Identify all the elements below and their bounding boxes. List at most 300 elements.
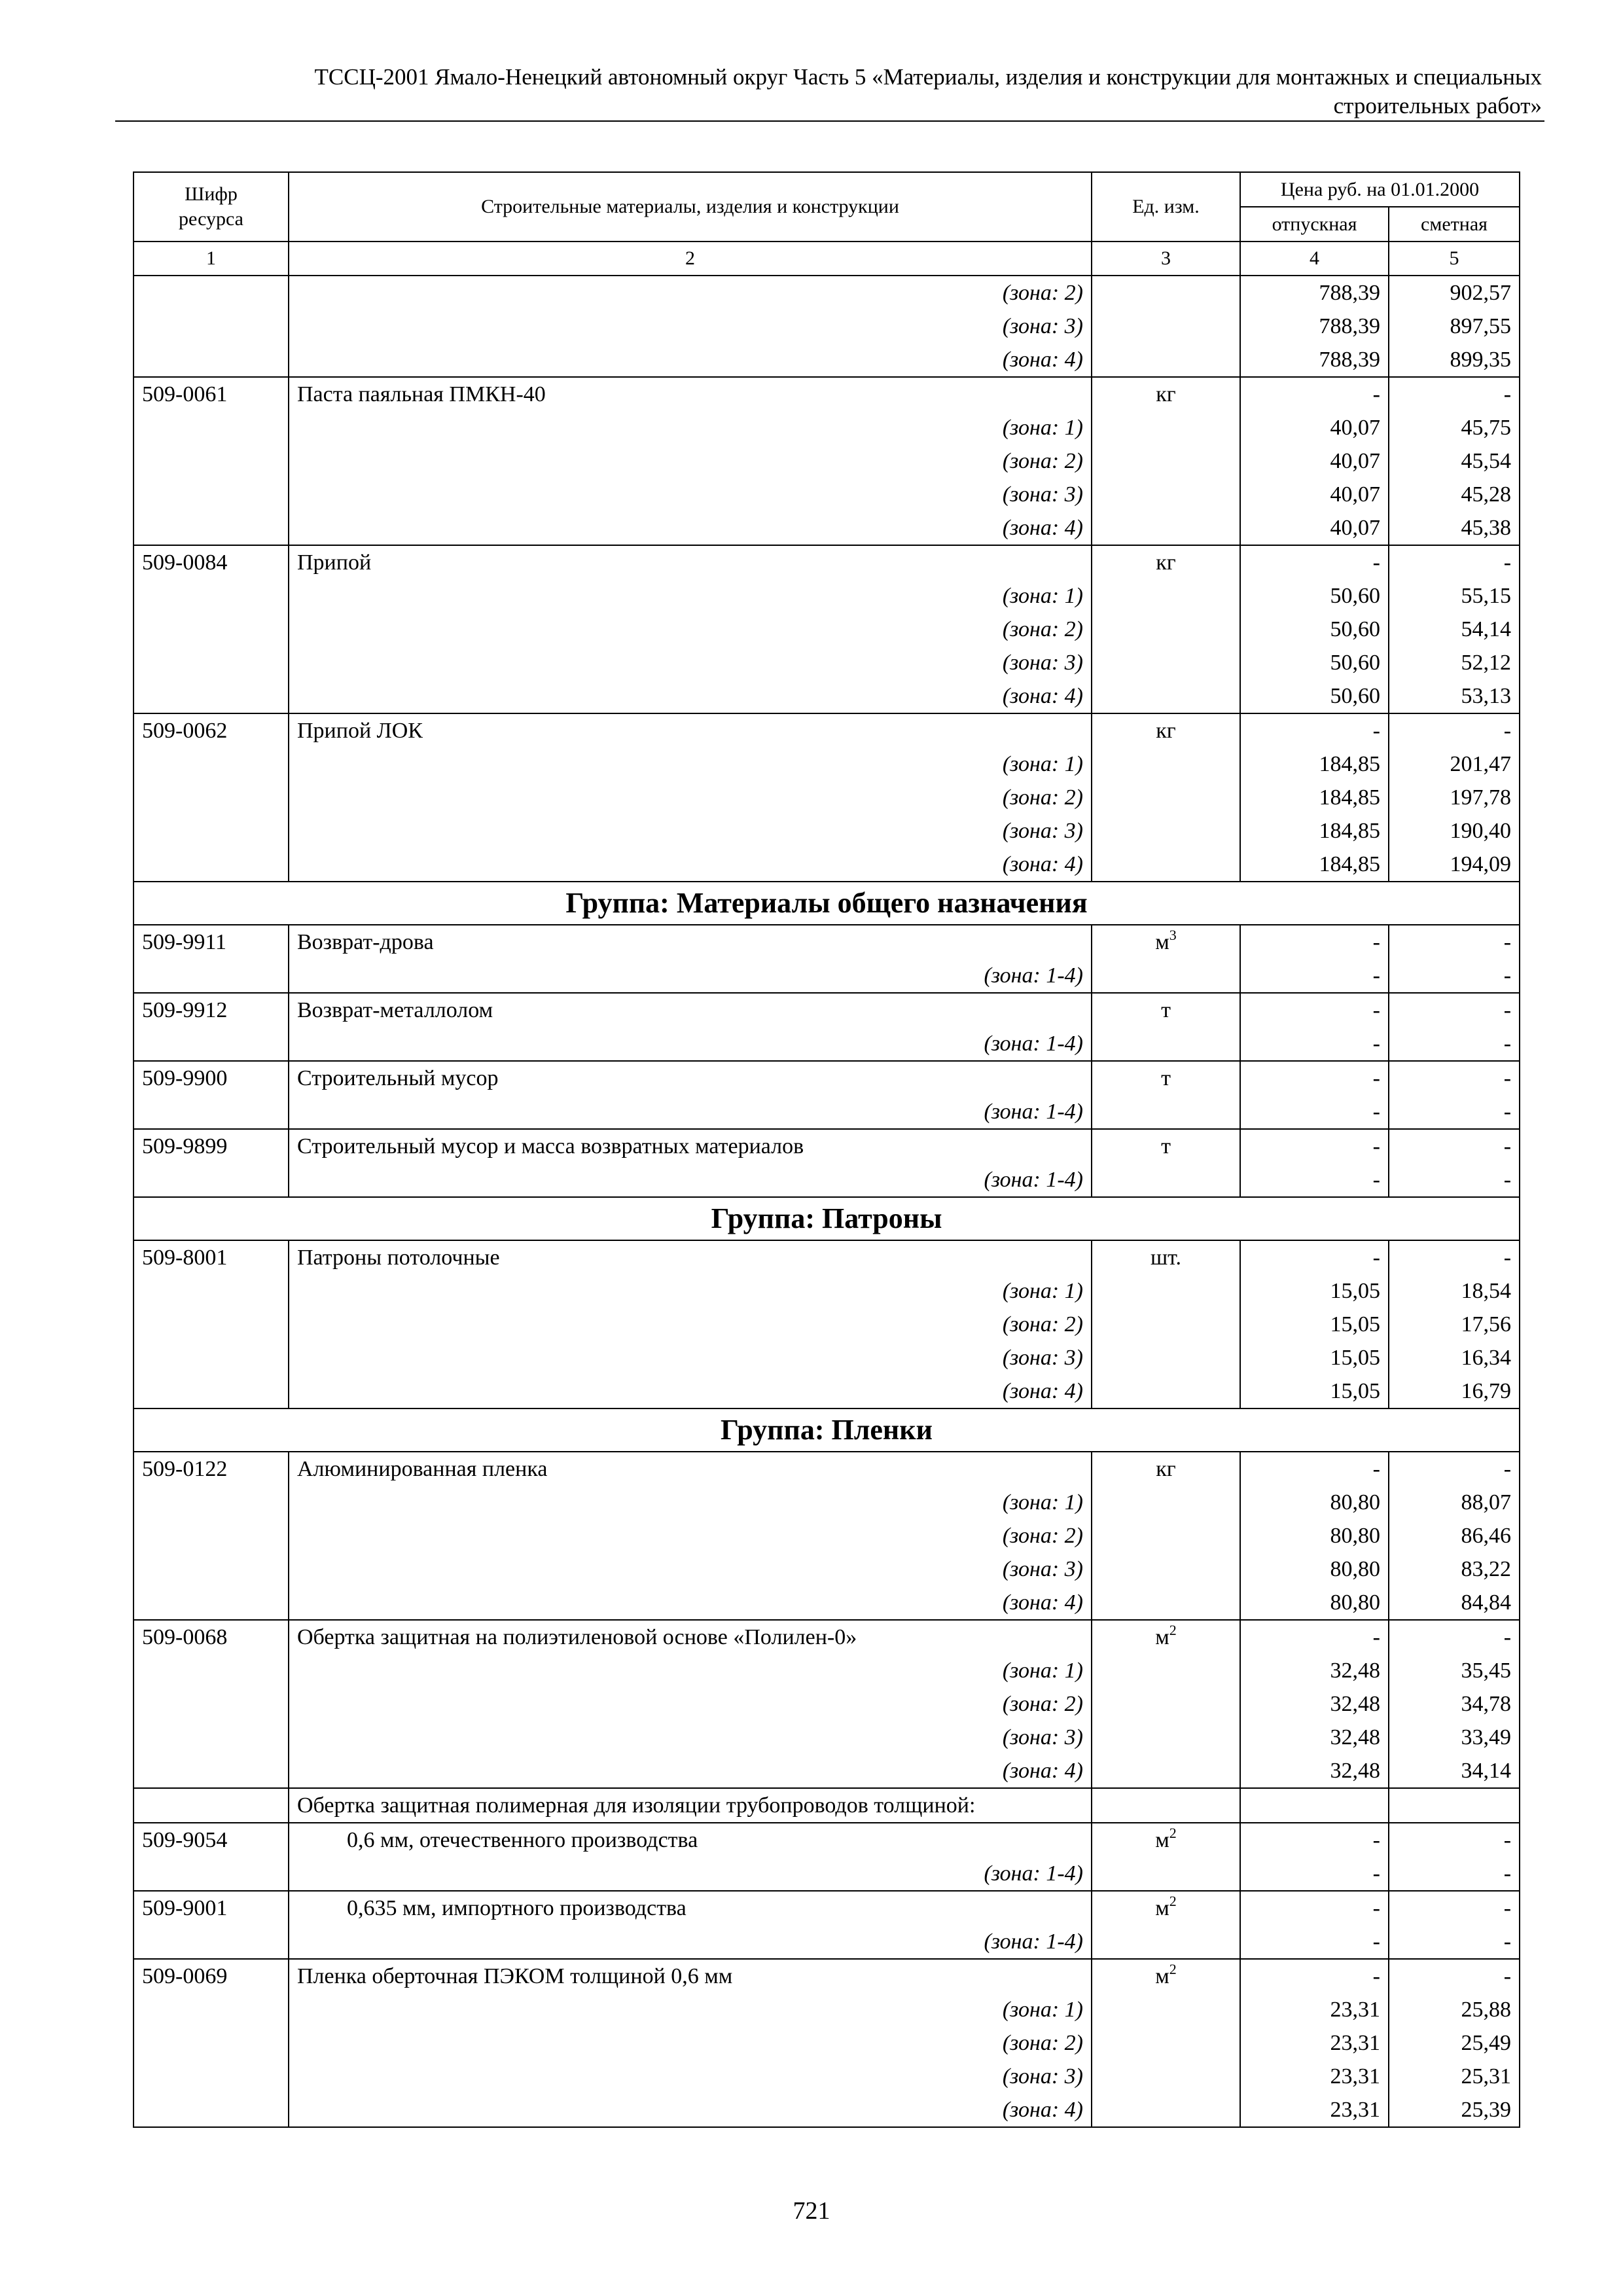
release-price: 50,60 [1240, 613, 1389, 646]
zone-row [134, 579, 1520, 613]
unit-cell [1092, 613, 1240, 646]
zone-label: (зона: 2) [289, 2026, 1092, 2060]
release-price: - [1240, 1925, 1389, 1959]
table-row [134, 1061, 1520, 1095]
zone-row [134, 1341, 1520, 1374]
zone-label: (зона: 1-4) [289, 1027, 1092, 1061]
resource-code: 509-0084 [134, 545, 289, 579]
zone-row [134, 276, 1520, 310]
resource-code [134, 1308, 289, 1341]
resource-code [134, 1163, 289, 1197]
zone-label: (зона: 1) [289, 1274, 1092, 1308]
estimate-price: - [1389, 713, 1520, 747]
estimate-price: - [1389, 377, 1520, 411]
resource-code [134, 579, 289, 613]
zone-row [134, 1993, 1520, 2026]
release-price: 788,39 [1240, 343, 1389, 377]
release-price: 23,31 [1240, 2060, 1389, 2093]
zone-label: (зона: 2) [289, 444, 1092, 478]
page-number: 721 [793, 2197, 830, 2225]
unit-cell [1092, 1993, 1240, 2026]
unit-cell [1092, 1061, 1240, 1095]
material-name [289, 713, 1092, 747]
zone-row [134, 1095, 1520, 1129]
release-price: - [1240, 377, 1389, 411]
release-price: - [1240, 1027, 1389, 1061]
table-row [134, 1240, 1520, 1274]
unit-text: т [1161, 1066, 1171, 1090]
resource-code [134, 1925, 289, 1959]
zone-label: (зона: 1-4) [289, 959, 1092, 993]
estimate-price: 86,46 [1389, 1519, 1520, 1552]
release-price: - [1240, 959, 1389, 993]
release-price: - [1240, 1061, 1389, 1095]
material-name [289, 377, 1092, 411]
release-price: 50,60 [1240, 579, 1389, 613]
release-price: 184,85 [1240, 747, 1389, 781]
zone-row [134, 959, 1520, 993]
zone-row [134, 613, 1520, 646]
zone-row [134, 747, 1520, 781]
material-name-text: 0,635 мм, импортного производства [347, 1896, 687, 1920]
unit-text: шт. [1150, 1246, 1181, 1270]
material-name-text: Строительный мусор и масса возвратных материалов [297, 1134, 804, 1158]
unit-cell [1092, 1754, 1240, 1788]
resource-code [134, 1552, 289, 1586]
zone-label: (зона: 4) [289, 343, 1092, 377]
estimate-price: - [1389, 1240, 1520, 1274]
table-row [134, 1620, 1520, 1654]
resource-code [134, 1788, 289, 1823]
release-price: 788,39 [1240, 276, 1389, 310]
table-row [134, 1129, 1520, 1163]
release-price: 80,80 [1240, 1586, 1389, 1620]
zone-label: (зона: 4) [289, 679, 1092, 713]
unit-cell [1092, 1654, 1240, 1687]
zone-row [134, 1027, 1520, 1061]
resource-code [134, 1754, 289, 1788]
unit-cell [1092, 1721, 1240, 1754]
resource-code [134, 814, 289, 848]
subheading-row [134, 1788, 1520, 1823]
estimate-price: 899,35 [1389, 343, 1520, 377]
estimate-price: 902,57 [1389, 276, 1520, 310]
unit-superscript: 2 [1169, 1893, 1177, 1909]
release-price: - [1240, 1891, 1389, 1925]
zone-label: (зона: 2) [289, 1519, 1092, 1552]
col-number: 3 [1092, 242, 1240, 276]
unit-cell [1092, 959, 1240, 993]
zone-row [134, 411, 1520, 444]
zone-label: (зона: 2) [289, 613, 1092, 646]
col-header-price: Цена руб. на 01.01.2000 [1240, 172, 1520, 207]
release-price: - [1240, 713, 1389, 747]
resource-code [134, 2026, 289, 2060]
resource-code: 509-0122 [134, 1452, 289, 1486]
group-heading-row [134, 1408, 1520, 1452]
col-header-name: Строительные материалы, изделия и конструкции [289, 172, 1092, 242]
resource-code [134, 1095, 289, 1129]
estimate-price: 34,78 [1389, 1687, 1520, 1721]
zone-label: (зона: 2) [289, 276, 1092, 310]
table-row [134, 1959, 1520, 1993]
unit-text: м [1155, 1896, 1169, 1920]
unit-cell [1092, 1620, 1240, 1654]
release-price: - [1240, 925, 1389, 959]
zone-row [134, 1552, 1520, 1586]
release-price: - [1240, 1823, 1389, 1857]
estimate-price [1389, 1788, 1520, 1823]
col-header-release: отпускная [1240, 207, 1389, 242]
release-price: 80,80 [1240, 1486, 1389, 1519]
zone-row [134, 1857, 1520, 1891]
unit-text: кг [1156, 550, 1176, 575]
material-name-text: 0,6 мм, отечественного производства [347, 1828, 698, 1852]
zone-row [134, 848, 1520, 882]
resource-code [134, 1519, 289, 1552]
table-row [134, 1891, 1520, 1925]
zone-label: (зона: 3) [289, 1341, 1092, 1374]
page-header [118, 63, 1542, 120]
estimate-price: 201,47 [1389, 747, 1520, 781]
release-price: - [1240, 1163, 1389, 1197]
zone-row [134, 1586, 1520, 1620]
header-line-2: строительных работ» [1333, 93, 1542, 118]
material-name [289, 1823, 1092, 1857]
zone-row [134, 1374, 1520, 1408]
zone-row [134, 1654, 1520, 1687]
zone-label: (зона: 3) [289, 1721, 1092, 1754]
resource-code [134, 511, 289, 545]
estimate-price: - [1389, 1823, 1520, 1857]
group-heading: Группа: Пленки [134, 1408, 1520, 1452]
release-price: - [1240, 1857, 1389, 1891]
table-row [134, 1452, 1520, 1486]
zone-row [134, 1163, 1520, 1197]
release-price: 40,07 [1240, 511, 1389, 545]
unit-cell [1092, 411, 1240, 444]
resource-code: 509-0061 [134, 377, 289, 411]
unit-cell [1092, 1308, 1240, 1341]
estimate-price: 190,40 [1389, 814, 1520, 848]
zone-label: (зона: 3) [289, 646, 1092, 679]
zone-row [134, 781, 1520, 814]
unit-cell [1092, 1452, 1240, 1486]
unit-text: т [1161, 1134, 1171, 1158]
resource-code [134, 747, 289, 781]
unit-cell [1092, 781, 1240, 814]
release-price: 184,85 [1240, 848, 1389, 882]
zone-row [134, 343, 1520, 377]
resource-code [134, 613, 289, 646]
table-row [134, 993, 1520, 1027]
release-price: 788,39 [1240, 310, 1389, 343]
zone-row [134, 444, 1520, 478]
resource-code: 509-0068 [134, 1620, 289, 1654]
release-price: 32,48 [1240, 1654, 1389, 1687]
material-name-text: Строительный мусор [297, 1066, 499, 1090]
unit-cell [1092, 478, 1240, 511]
unit-cell [1092, 444, 1240, 478]
estimate-price: - [1389, 993, 1520, 1027]
unit-cell [1092, 1857, 1240, 1891]
resource-code [134, 1027, 289, 1061]
unit-cell [1092, 1925, 1240, 1959]
estimate-price: 45,38 [1389, 511, 1520, 545]
unit-superscript: 2 [1169, 1961, 1177, 1977]
group-heading: Группа: Патроны [134, 1197, 1520, 1240]
resource-code [134, 1721, 289, 1754]
unit-cell [1092, 377, 1240, 411]
zone-row [134, 814, 1520, 848]
estimate-price: 25,88 [1389, 1993, 1520, 2026]
release-price: 23,31 [1240, 2093, 1389, 2127]
release-price: 15,05 [1240, 1274, 1389, 1308]
estimate-price: - [1389, 1061, 1520, 1095]
zone-row [134, 1687, 1520, 1721]
group-heading-row [134, 882, 1520, 925]
unit-cell [1092, 1486, 1240, 1519]
material-name [289, 993, 1092, 1027]
material-name [289, 1061, 1092, 1095]
unit-cell [1092, 925, 1240, 959]
estimate-price: 194,09 [1389, 848, 1520, 882]
unit-cell [1092, 2093, 1240, 2127]
col-number: 4 [1240, 242, 1389, 276]
unit-cell [1092, 1129, 1240, 1163]
zone-row [134, 1925, 1520, 1959]
unit-cell [1092, 511, 1240, 545]
zone-label: (зона: 1-4) [289, 1857, 1092, 1891]
material-name [289, 1240, 1092, 1274]
table-row [134, 545, 1520, 579]
unit-cell [1092, 1095, 1240, 1129]
release-price: - [1240, 1620, 1389, 1654]
zone-row [134, 478, 1520, 511]
zone-row [134, 1274, 1520, 1308]
resource-code [134, 1687, 289, 1721]
resource-code: 509-0062 [134, 713, 289, 747]
estimate-price: 55,15 [1389, 579, 1520, 613]
resource-code: 509-9912 [134, 993, 289, 1027]
zone-label: (зона: 4) [289, 1754, 1092, 1788]
resource-code: 509-0069 [134, 1959, 289, 1993]
estimate-price: 35,45 [1389, 1654, 1520, 1687]
unit-text: м [1155, 1625, 1169, 1649]
estimate-price: 45,54 [1389, 444, 1520, 478]
zone-row [134, 1308, 1520, 1341]
material-name-text: Паста паяльная ПМКН-40 [297, 382, 546, 406]
resource-code: 509-9900 [134, 1061, 289, 1095]
estimate-price: 25,31 [1389, 2060, 1520, 2093]
estimate-price: 25,49 [1389, 2026, 1520, 2060]
zone-label: (зона: 3) [289, 478, 1092, 511]
resource-code [134, 679, 289, 713]
unit-cell [1092, 579, 1240, 613]
material-name [289, 1129, 1092, 1163]
zone-label: (зона: 1) [289, 579, 1092, 613]
col-header-code: Шифр ресурса [134, 172, 289, 242]
zone-label: (зона: 1) [289, 1654, 1092, 1687]
unit-text: м [1155, 1828, 1169, 1852]
zone-row [134, 1721, 1520, 1754]
estimate-price: 16,34 [1389, 1341, 1520, 1374]
release-price: 50,60 [1240, 646, 1389, 679]
unit-cell [1092, 1788, 1240, 1823]
unit-cell [1092, 747, 1240, 781]
release-price: 32,48 [1240, 1754, 1389, 1788]
resource-code [134, 1857, 289, 1891]
zone-label: (зона: 3) [289, 814, 1092, 848]
release-price: 40,07 [1240, 444, 1389, 478]
material-name [289, 1891, 1092, 1925]
release-price: 32,48 [1240, 1687, 1389, 1721]
unit-text: кг [1156, 382, 1176, 406]
unit-cell [1092, 2026, 1240, 2060]
unit-cell [1092, 2060, 1240, 2093]
unit-cell [1092, 993, 1240, 1027]
resource-code: 509-9899 [134, 1129, 289, 1163]
release-price: 15,05 [1240, 1374, 1389, 1408]
unit-cell [1092, 713, 1240, 747]
estimate-price: 45,28 [1389, 478, 1520, 511]
estimate-price: - [1389, 925, 1520, 959]
estimate-price: - [1389, 1959, 1520, 1993]
estimate-price: 25,39 [1389, 2093, 1520, 2127]
estimate-price: - [1389, 959, 1520, 993]
zone-row [134, 2026, 1520, 2060]
material-name-text: Обертка защитная на полиэтиленовой основе «Полилен-0» [297, 1625, 857, 1649]
zone-label: (зона: 2) [289, 781, 1092, 814]
unit-superscript: 3 [1169, 927, 1177, 943]
unit-cell [1092, 343, 1240, 377]
zone-row [134, 1754, 1520, 1788]
unit-cell [1092, 310, 1240, 343]
zone-label: (зона: 4) [289, 1374, 1092, 1408]
unit-cell [1092, 1552, 1240, 1586]
resource-code: 509-8001 [134, 1240, 289, 1274]
release-price: - [1240, 1240, 1389, 1274]
material-name-text: Припой [297, 550, 372, 575]
estimate-price: - [1389, 1925, 1520, 1959]
material-name-text: Возврат-дрова [297, 930, 434, 954]
release-price: - [1240, 1959, 1389, 1993]
resource-code [134, 1374, 289, 1408]
release-price: 15,05 [1240, 1341, 1389, 1374]
unit-cell [1092, 1274, 1240, 1308]
material-name-text: Пленка оберточная ПЭКОМ толщиной 0,6 мм [297, 1964, 733, 1988]
material-name-text: Алюминированная пленка [297, 1457, 548, 1481]
resource-code [134, 1274, 289, 1308]
estimate-price: - [1389, 1095, 1520, 1129]
release-price: - [1240, 1095, 1389, 1129]
estimate-price: 33,49 [1389, 1721, 1520, 1754]
estimate-price: - [1389, 1620, 1520, 1654]
col-header-unit: Ед. изм. [1092, 172, 1240, 242]
resource-code [134, 478, 289, 511]
resource-code [134, 444, 289, 478]
estimate-price: 197,78 [1389, 781, 1520, 814]
zone-label: (зона: 4) [289, 1586, 1092, 1620]
release-price: 184,85 [1240, 814, 1389, 848]
col-number: 1 [134, 242, 289, 276]
unit-superscript: 2 [1169, 1825, 1177, 1841]
material-subheading: Обертка защитная полимерная для изоляции трубопроводов толщиной: [289, 1788, 1092, 1823]
resource-code [134, 2060, 289, 2093]
release-price: 40,07 [1240, 411, 1389, 444]
zone-label: (зона: 4) [289, 511, 1092, 545]
zone-label: (зона: 1-4) [289, 1163, 1092, 1197]
table-body [134, 276, 1520, 2127]
material-name [289, 1620, 1092, 1654]
unit-cell [1092, 1519, 1240, 1552]
resource-code [134, 2093, 289, 2127]
zone-row [134, 2060, 1520, 2093]
table-row [134, 1823, 1520, 1857]
unit-cell [1092, 1959, 1240, 1993]
zone-label: (зона: 1) [289, 1486, 1092, 1519]
estimate-price: 18,54 [1389, 1274, 1520, 1308]
unit-cell [1092, 1891, 1240, 1925]
material-name [289, 1959, 1092, 1993]
zone-row [134, 2093, 1520, 2127]
header-rule [115, 120, 1544, 122]
resource-code [134, 959, 289, 993]
release-price: 80,80 [1240, 1552, 1389, 1586]
unit-cell [1092, 646, 1240, 679]
zone-label: (зона: 4) [289, 848, 1092, 882]
resource-code [134, 1586, 289, 1620]
resource-code [134, 310, 289, 343]
release-price: 40,07 [1240, 478, 1389, 511]
release-price [1240, 1788, 1389, 1823]
header-line-1: ТССЦ-2001 Ямало-Ненецкий автономный округ Часть 5 «Материалы, изделия и конструкции для монтажных и специальных [314, 64, 1542, 90]
estimate-price: 16,79 [1389, 1374, 1520, 1408]
release-price: 15,05 [1240, 1308, 1389, 1341]
zone-label: (зона: 3) [289, 1552, 1092, 1586]
estimate-price: 897,55 [1389, 310, 1520, 343]
estimate-price: 17,56 [1389, 1308, 1520, 1341]
zone-label: (зона: 1) [289, 1993, 1092, 2026]
unit-text: м [1155, 930, 1169, 954]
estimate-price: - [1389, 1452, 1520, 1486]
material-name-text: Припой ЛОК [297, 719, 423, 743]
estimate-price: - [1389, 545, 1520, 579]
resource-code: 509-9054 [134, 1823, 289, 1857]
estimate-price: - [1389, 1857, 1520, 1891]
release-price: 23,31 [1240, 2026, 1389, 2060]
material-name [289, 545, 1092, 579]
estimate-price: 53,13 [1389, 679, 1520, 713]
release-price: 80,80 [1240, 1519, 1389, 1552]
zone-row [134, 1486, 1520, 1519]
estimate-price: - [1389, 1129, 1520, 1163]
release-price: - [1240, 1452, 1389, 1486]
resource-code [134, 343, 289, 377]
unit-text: м [1155, 1964, 1169, 1988]
estimate-price: - [1389, 1891, 1520, 1925]
estimate-price: 84,84 [1389, 1586, 1520, 1620]
unit-cell [1092, 1341, 1240, 1374]
group-heading: Группа: Материалы общего назначения [134, 882, 1520, 925]
unit-cell [1092, 1823, 1240, 1857]
resource-code [134, 1654, 289, 1687]
estimate-price: - [1389, 1163, 1520, 1197]
unit-text: кг [1156, 1457, 1176, 1481]
release-price: - [1240, 1129, 1389, 1163]
unit-cell [1092, 814, 1240, 848]
resource-code: 509-9911 [134, 925, 289, 959]
